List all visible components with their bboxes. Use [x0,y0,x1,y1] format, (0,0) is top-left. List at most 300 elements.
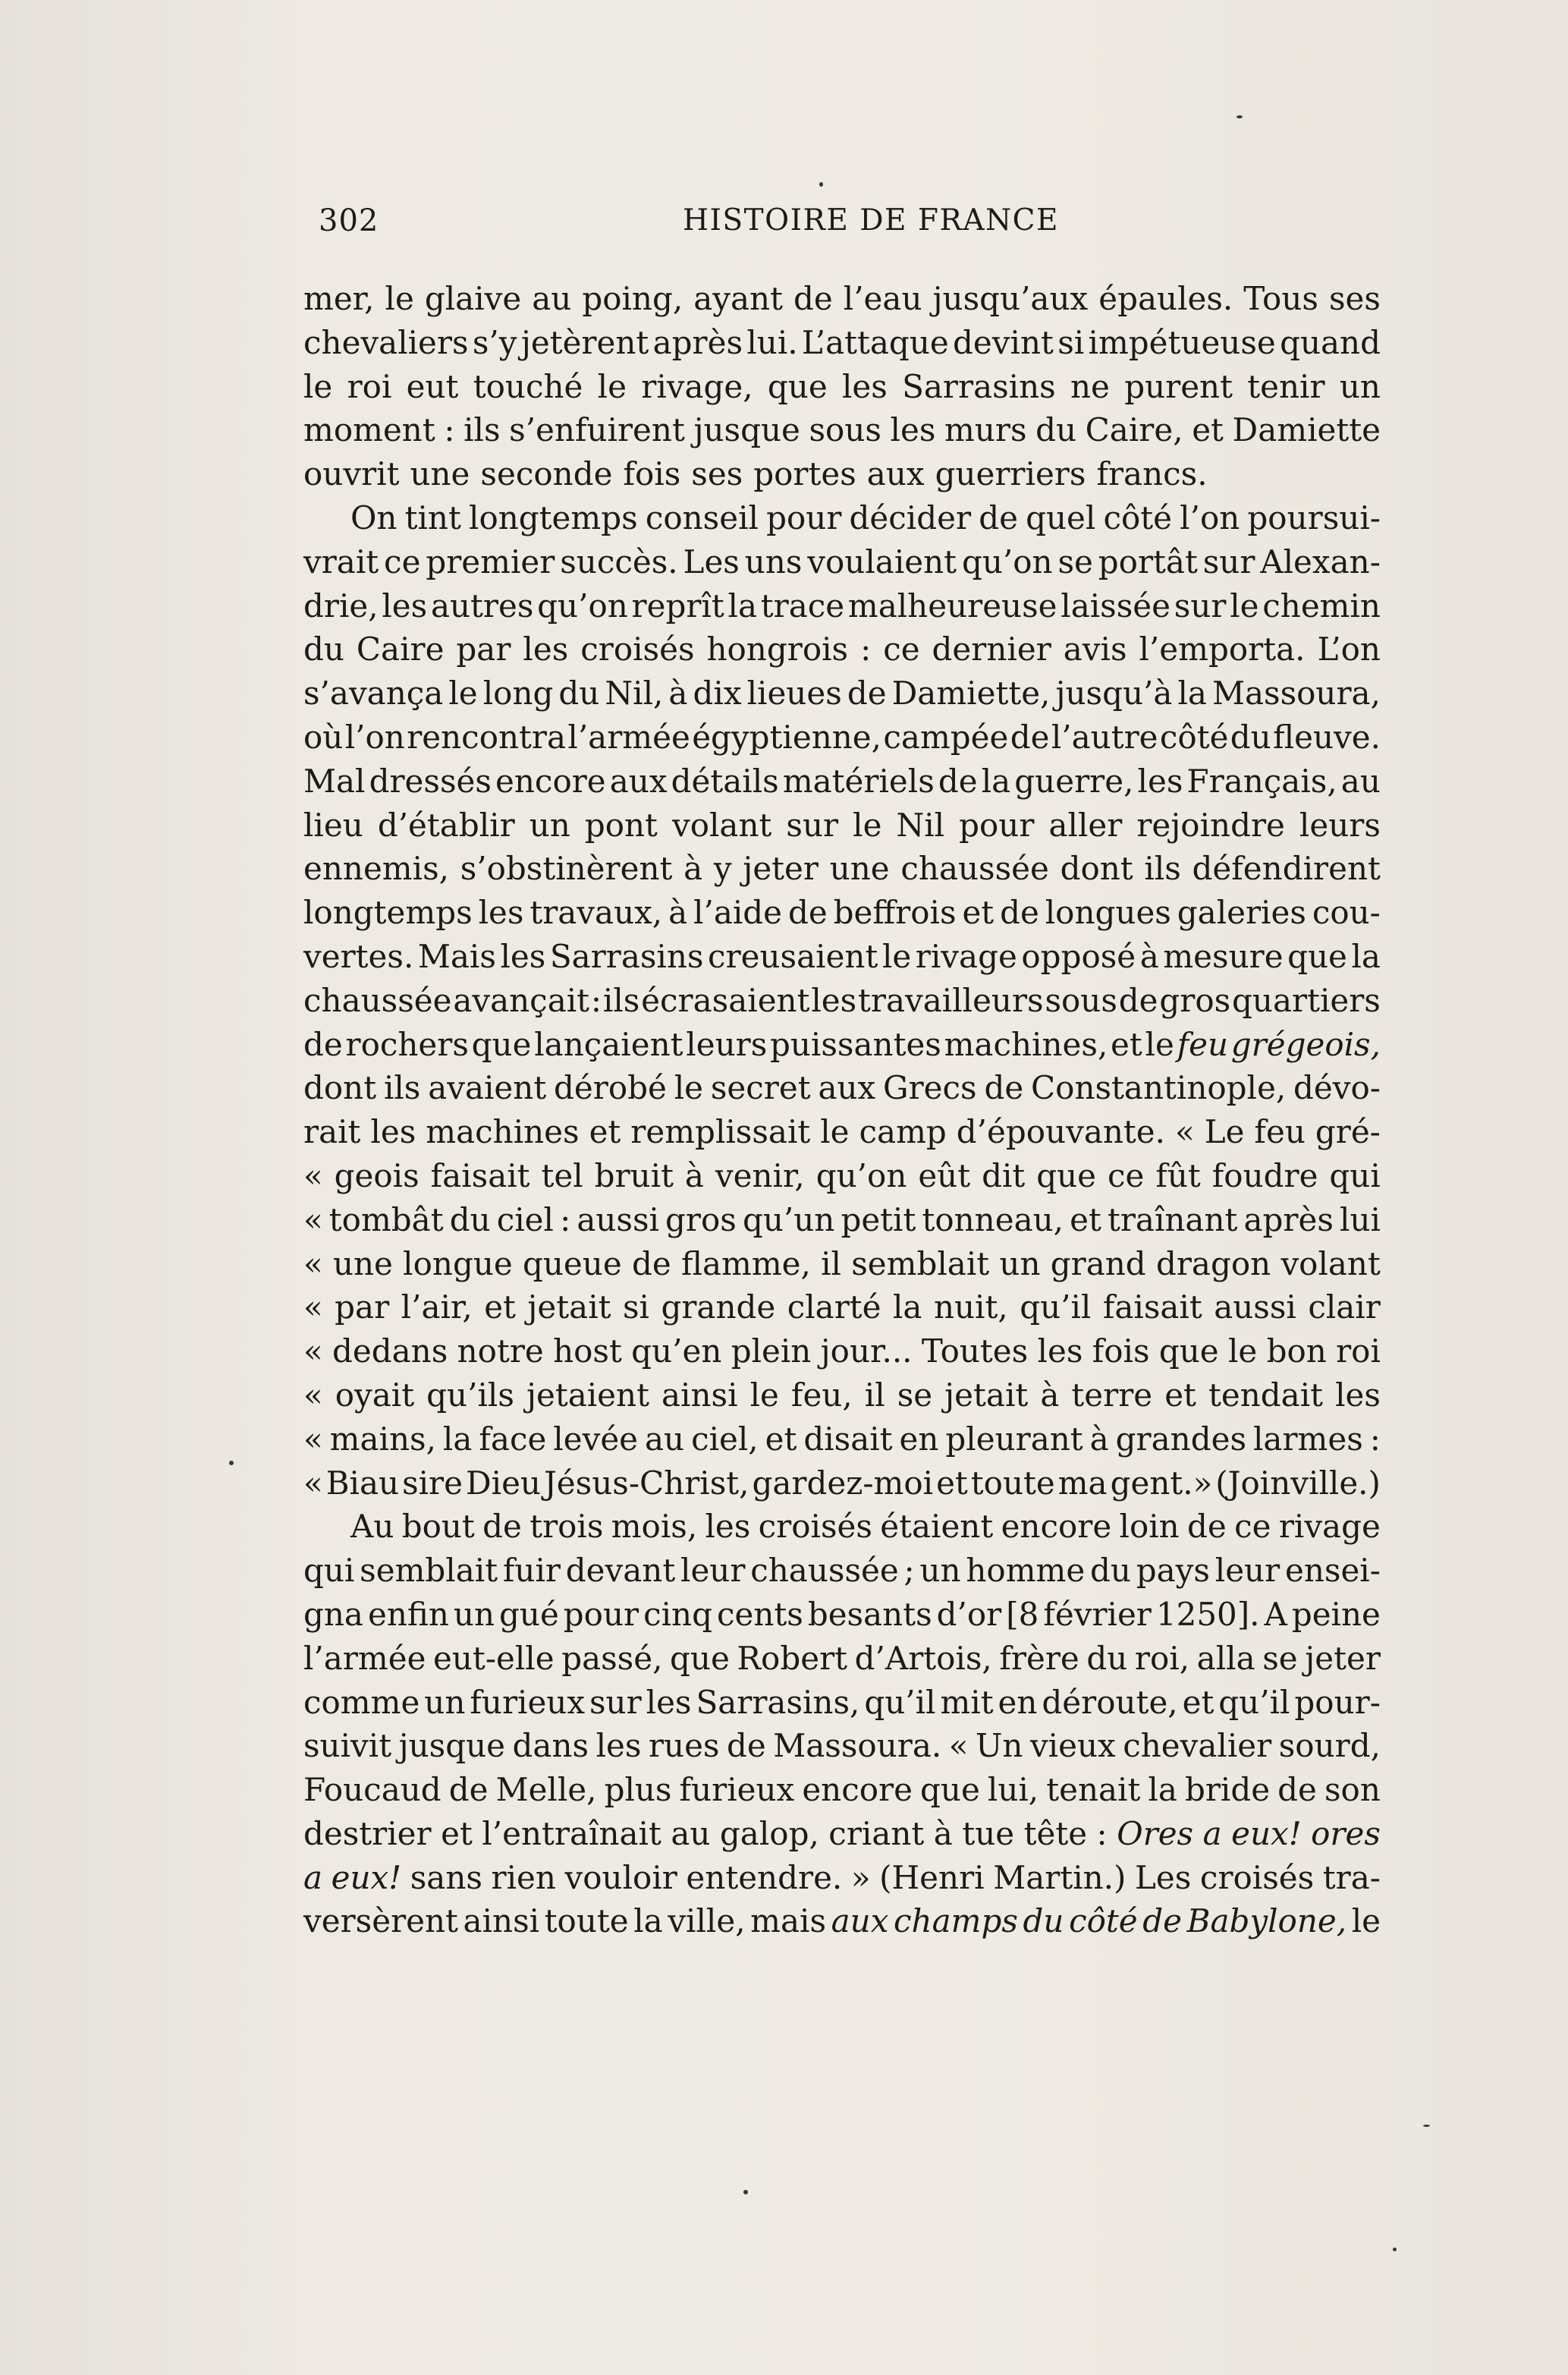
word: gué [499,1595,559,1633]
word: poing, [582,280,683,317]
word: ses [691,455,743,493]
word: : [590,981,602,1019]
word: passé, [561,1639,663,1677]
word: tel [541,1156,583,1194]
word: qui [303,1552,355,1590]
word: le [1230,587,1259,624]
word: larmes [1253,1420,1363,1458]
word: jeter [1305,1639,1381,1677]
dust-speck [229,1461,234,1465]
word: les [811,981,857,1019]
word: grande [661,1288,776,1326]
word: jusque [693,411,800,449]
word: Français, [1186,762,1337,800]
word: à [683,850,703,888]
word: comme [303,1683,420,1721]
word: opposé [1021,937,1136,975]
dust-speck [1423,2125,1430,2127]
word: venir, [715,1156,805,1194]
word: qu’on [537,587,628,624]
word: Alexan- [1260,543,1381,580]
word: sous [809,411,881,449]
word: succès. [560,543,678,580]
word: pont [584,806,658,844]
word: [8 [1006,1595,1039,1633]
word: eut [406,367,459,405]
text-line [303,891,1381,935]
word: aux [866,455,925,493]
word: feu [1177,1025,1229,1063]
word: et [1192,411,1224,449]
word: étaient [880,1508,994,1546]
word: s’y [472,323,517,361]
word: versèrent [303,1902,458,1940]
word: nuit, [933,1288,1008,1326]
word: que [767,367,828,405]
word: premier [426,543,555,580]
word: disait [803,1420,893,1458]
word: uns [744,543,803,580]
word: se [897,1376,933,1414]
word: « [303,1420,323,1458]
word: beffrois [833,894,957,932]
word: dévo- [1293,1069,1381,1107]
word: ainsi [463,1902,540,1940]
word: « [303,1200,323,1238]
word: de [727,1727,766,1765]
word: les [382,587,428,624]
word: le [749,1376,779,1414]
word: Grecs [883,1069,977,1107]
word: aux [609,762,668,800]
word: la [442,1420,473,1458]
word: détails [671,762,779,800]
word: reprît [631,587,724,624]
word: feu, [790,1376,853,1414]
word: que [1158,1332,1219,1370]
word: a [303,1858,323,1896]
word: février [1043,1595,1152,1633]
word: Sarrasins [549,937,704,975]
word: roi, [1134,1639,1190,1677]
word: creusaient [708,937,878,975]
word: bruit [594,1156,674,1194]
word: roi [347,367,392,405]
word: entendre. [686,1858,843,1896]
word: croisés [1199,1858,1315,1896]
word: aller [1048,806,1123,844]
word: sur [1202,543,1255,580]
word: il [864,1376,885,1414]
word: fois [623,455,681,493]
word: leur [680,1552,746,1590]
word: voulaient [807,543,957,580]
word: gardez-moi [752,1464,934,1502]
word: d’établir [377,806,515,844]
word: avis [1063,631,1127,668]
word: dont [1060,850,1133,888]
text-line [303,277,1381,321]
word: de [1277,1771,1317,1809]
word: épaules. [1098,280,1233,317]
word: terre [1071,1376,1153,1414]
word: « [303,1464,323,1502]
word: l’air, [401,1288,473,1326]
word: Jésus-Christ, [543,1464,749,1502]
word: du [1035,411,1077,449]
word: tonneau, [922,1200,1064,1238]
word: dérobé [554,1069,667,1107]
word: tint [404,499,461,536]
word: et [484,1288,516,1326]
word: après [1243,1200,1334,1238]
word: A [1264,1595,1287,1633]
word: frère [999,1639,1079,1677]
word: chaussée [900,850,1049,888]
word: Au [350,1508,394,1546]
word: longtemps [303,894,473,932]
text-line [303,1724,1381,1768]
word: l’on [1180,499,1240,536]
word: purent [1124,367,1233,405]
word: jetait [527,1288,611,1326]
word: les [370,1113,416,1151]
word: de [1010,718,1050,756]
word: (Henri [879,1858,985,1896]
text-line [303,1154,1381,1198]
word: l’eau [843,280,922,317]
word: sur [786,806,839,844]
word: ce [1234,1508,1271,1546]
word: dressés [369,762,492,800]
word: sans [410,1858,482,1896]
word: du [1086,1639,1128,1677]
word: ennemis, [303,850,449,888]
word: le [1351,1902,1381,1940]
word: L’on [1317,631,1381,668]
word: si [622,1288,649,1326]
word: poursui- [1247,499,1381,536]
word: aux [831,1902,889,1940]
word: : [560,1200,571,1238]
word: Mal [303,762,366,800]
word: que [670,1639,730,1677]
word: par [456,631,511,668]
word: fût [1155,1156,1201,1194]
word: ; [903,1552,915,1590]
word: galeries [1177,894,1306,932]
word: qu’en [631,1332,722,1370]
word: gré- [1315,1113,1381,1151]
word: « [303,1288,323,1326]
word: jusque [398,1727,506,1765]
page-number: 302 [319,203,379,238]
word: chaussée [750,1552,899,1590]
word: malheureuse [847,587,1057,624]
word: tra- [1322,1858,1381,1896]
word: du [1023,1902,1064,1940]
word: sur [1174,587,1227,624]
word: aux [818,1069,876,1107]
word: la [1148,1771,1177,1809]
word: sire [402,1464,463,1502]
word: cents [716,1595,803,1633]
word: machines, [944,1025,1108,1063]
word: au [645,1420,685,1458]
word: furieux [470,1683,586,1721]
word: murs [944,411,1027,449]
word: Foucaud [303,1771,441,1809]
word: s’avança [303,675,444,712]
word: dernier [932,631,1051,668]
word: jetait [944,1376,1029,1414]
word: criant [828,1814,925,1852]
word: mesure [1163,937,1284,975]
word: bon [1266,1332,1327,1370]
word: faisait [430,1156,530,1194]
word: ce [1107,1156,1145,1194]
word: jusqu’à [1055,675,1173,712]
word: roi [1336,1332,1381,1370]
word: une [829,850,890,888]
text-line [303,1198,1381,1242]
word: tendait [1208,1376,1324,1414]
word: rait [303,1113,361,1151]
word: de [1118,981,1158,1019]
word: après [652,323,743,361]
word: à [684,1156,704,1194]
word: volant [671,806,772,844]
word: Sarrasins [902,367,1056,405]
dust-speck [819,182,823,187]
word: et [765,1420,797,1458]
word: Damiette [1232,411,1381,449]
word: la [893,1288,922,1326]
dust-speck [1393,2248,1397,2251]
word: bout [401,1508,475,1546]
word: lieu [303,806,363,844]
word: mains, [329,1420,436,1458]
word: rencontra [407,718,567,756]
word: geois [334,1156,419,1194]
word: « [303,1376,323,1414]
word: « [948,1727,969,1765]
word: les [595,1727,642,1765]
word: qu’un [742,1200,835,1238]
text-line [303,1768,1381,1812]
word: une [410,455,470,493]
word: petit [841,1200,916,1238]
word: longtemps [469,499,638,536]
word: ils [602,981,640,1019]
word: On [350,499,397,536]
word: plein [731,1332,812,1370]
word: un [424,1683,466,1721]
word: tête [1023,1814,1088,1852]
word: sourd, [1278,1727,1381,1765]
word: ores [1311,1814,1381,1852]
word: au [532,280,572,317]
word: chemin [1262,587,1381,624]
word: le [1227,1332,1258,1370]
word: « [1175,1113,1195,1151]
word: se [1262,1639,1298,1677]
word: de [984,1069,1024,1107]
word: le [448,675,478,712]
word: gros [1159,981,1231,1019]
word: destrier [303,1814,432,1852]
word: trois [529,1508,604,1546]
word: rochers [345,1025,469,1063]
word: quel [1026,499,1096,536]
word: gros [665,1200,737,1238]
word: bride [1184,1771,1271,1809]
word: Caire [356,631,445,668]
word: travaux, [529,894,663,932]
word: l’armée [567,718,690,756]
word: du [1090,1552,1131,1590]
word: devant [565,1552,676,1590]
text-line [303,1549,1381,1593]
word: jetaient [526,1376,649,1414]
word: : [860,631,872,668]
word: vieux [1029,1727,1116,1765]
text-line [303,1285,1381,1329]
text-line [303,1461,1381,1505]
word: tue [962,1814,1015,1852]
word: croisés [580,631,695,668]
word: gna [303,1595,363,1633]
word: les [646,1683,692,1721]
word: à [1139,937,1159,975]
word: ciel [496,1200,554,1238]
word: face [479,1420,547,1458]
word: et [936,1464,968,1502]
word: cinq [643,1595,712,1633]
word: pour [563,1595,639,1633]
word: et [441,1814,473,1852]
word: du [558,675,600,712]
text-line [303,847,1381,891]
word: d’Artois, [854,1639,992,1677]
word: machines [426,1113,580,1151]
word: portât [1098,543,1198,580]
word: qu’il [1218,1683,1290,1721]
word: chevaliers [303,323,469,361]
text-line [303,365,1381,409]
word: où [303,718,344,756]
word: « [303,1332,323,1370]
word: d’épouvante. [956,1113,1166,1151]
word: égyptienne, [692,718,882,756]
word: qu’ils [426,1376,514,1414]
word: furieux [679,1771,795,1809]
word: de [482,1508,522,1546]
word: que [471,1025,532,1063]
word: seconde [480,455,613,493]
text-line [303,1417,1381,1461]
word: vrait [303,543,379,580]
text-line [303,760,1381,804]
word: les [1137,762,1183,800]
word: drie, [303,587,379,624]
word: de [448,1771,489,1809]
word: 1250]. [1155,1595,1260,1633]
word: ils [1144,850,1181,888]
word: eut-elle [433,1639,555,1677]
word: la [1177,675,1207,712]
word: un [453,1595,495,1633]
text-line [303,584,1381,628]
word: : [1369,1420,1381,1458]
word: Massoura, [1211,675,1381,712]
text-line [303,672,1381,716]
word: le [597,367,627,405]
word: que [1287,937,1347,975]
word: du [1230,718,1271,756]
text-line [303,1242,1381,1286]
word: toute [544,1902,629,1940]
word: ayant [693,280,783,317]
word: rivage [915,937,1017,975]
word: la [633,1902,663,1940]
word: enfin [367,1595,449,1633]
word: encore [1001,1508,1112,1546]
text-line [303,1637,1381,1681]
word: touché [473,367,583,405]
word: tenait [1046,1771,1141,1809]
word: eux! [1231,1814,1302,1852]
word: fuir [502,1552,561,1590]
word: clarté [787,1288,881,1326]
word: Martin.) [993,1858,1127,1896]
word: francs. [1096,455,1208,493]
word: l’entraînait [482,1814,661,1852]
word: dix [693,675,742,712]
word: ensei- [1284,1552,1381,1590]
word: besants [807,1595,932,1633]
word: en [899,1420,939,1458]
word: pour- [1294,1683,1381,1721]
word: galop, [719,1814,819,1852]
word: feu [1254,1113,1306,1151]
word: que [920,1771,980,1809]
text-line [303,1373,1381,1417]
word: queue [522,1244,622,1282]
word: Caire, [1085,411,1183,449]
word: rivage, [641,367,753,405]
word: fois [1092,1332,1150,1370]
word: traînant [1107,1200,1238,1238]
word: côté [1103,499,1173,536]
word: L’attaque [801,323,949,361]
word: volant [1280,1244,1381,1282]
word: et [1182,1683,1214,1721]
word: sur [589,1683,642,1721]
word: grand [1050,1244,1146,1282]
word: toute [970,1464,1055,1502]
text-line [303,628,1381,672]
word: ciel, [691,1420,759,1458]
word: moment [303,411,435,449]
word: Robert [737,1639,848,1677]
word: à [1040,1376,1060,1414]
word: un [529,806,570,844]
word: y [713,850,732,888]
word: du [449,1200,491,1238]
word: de [847,675,887,712]
word: croisés [758,1508,872,1546]
